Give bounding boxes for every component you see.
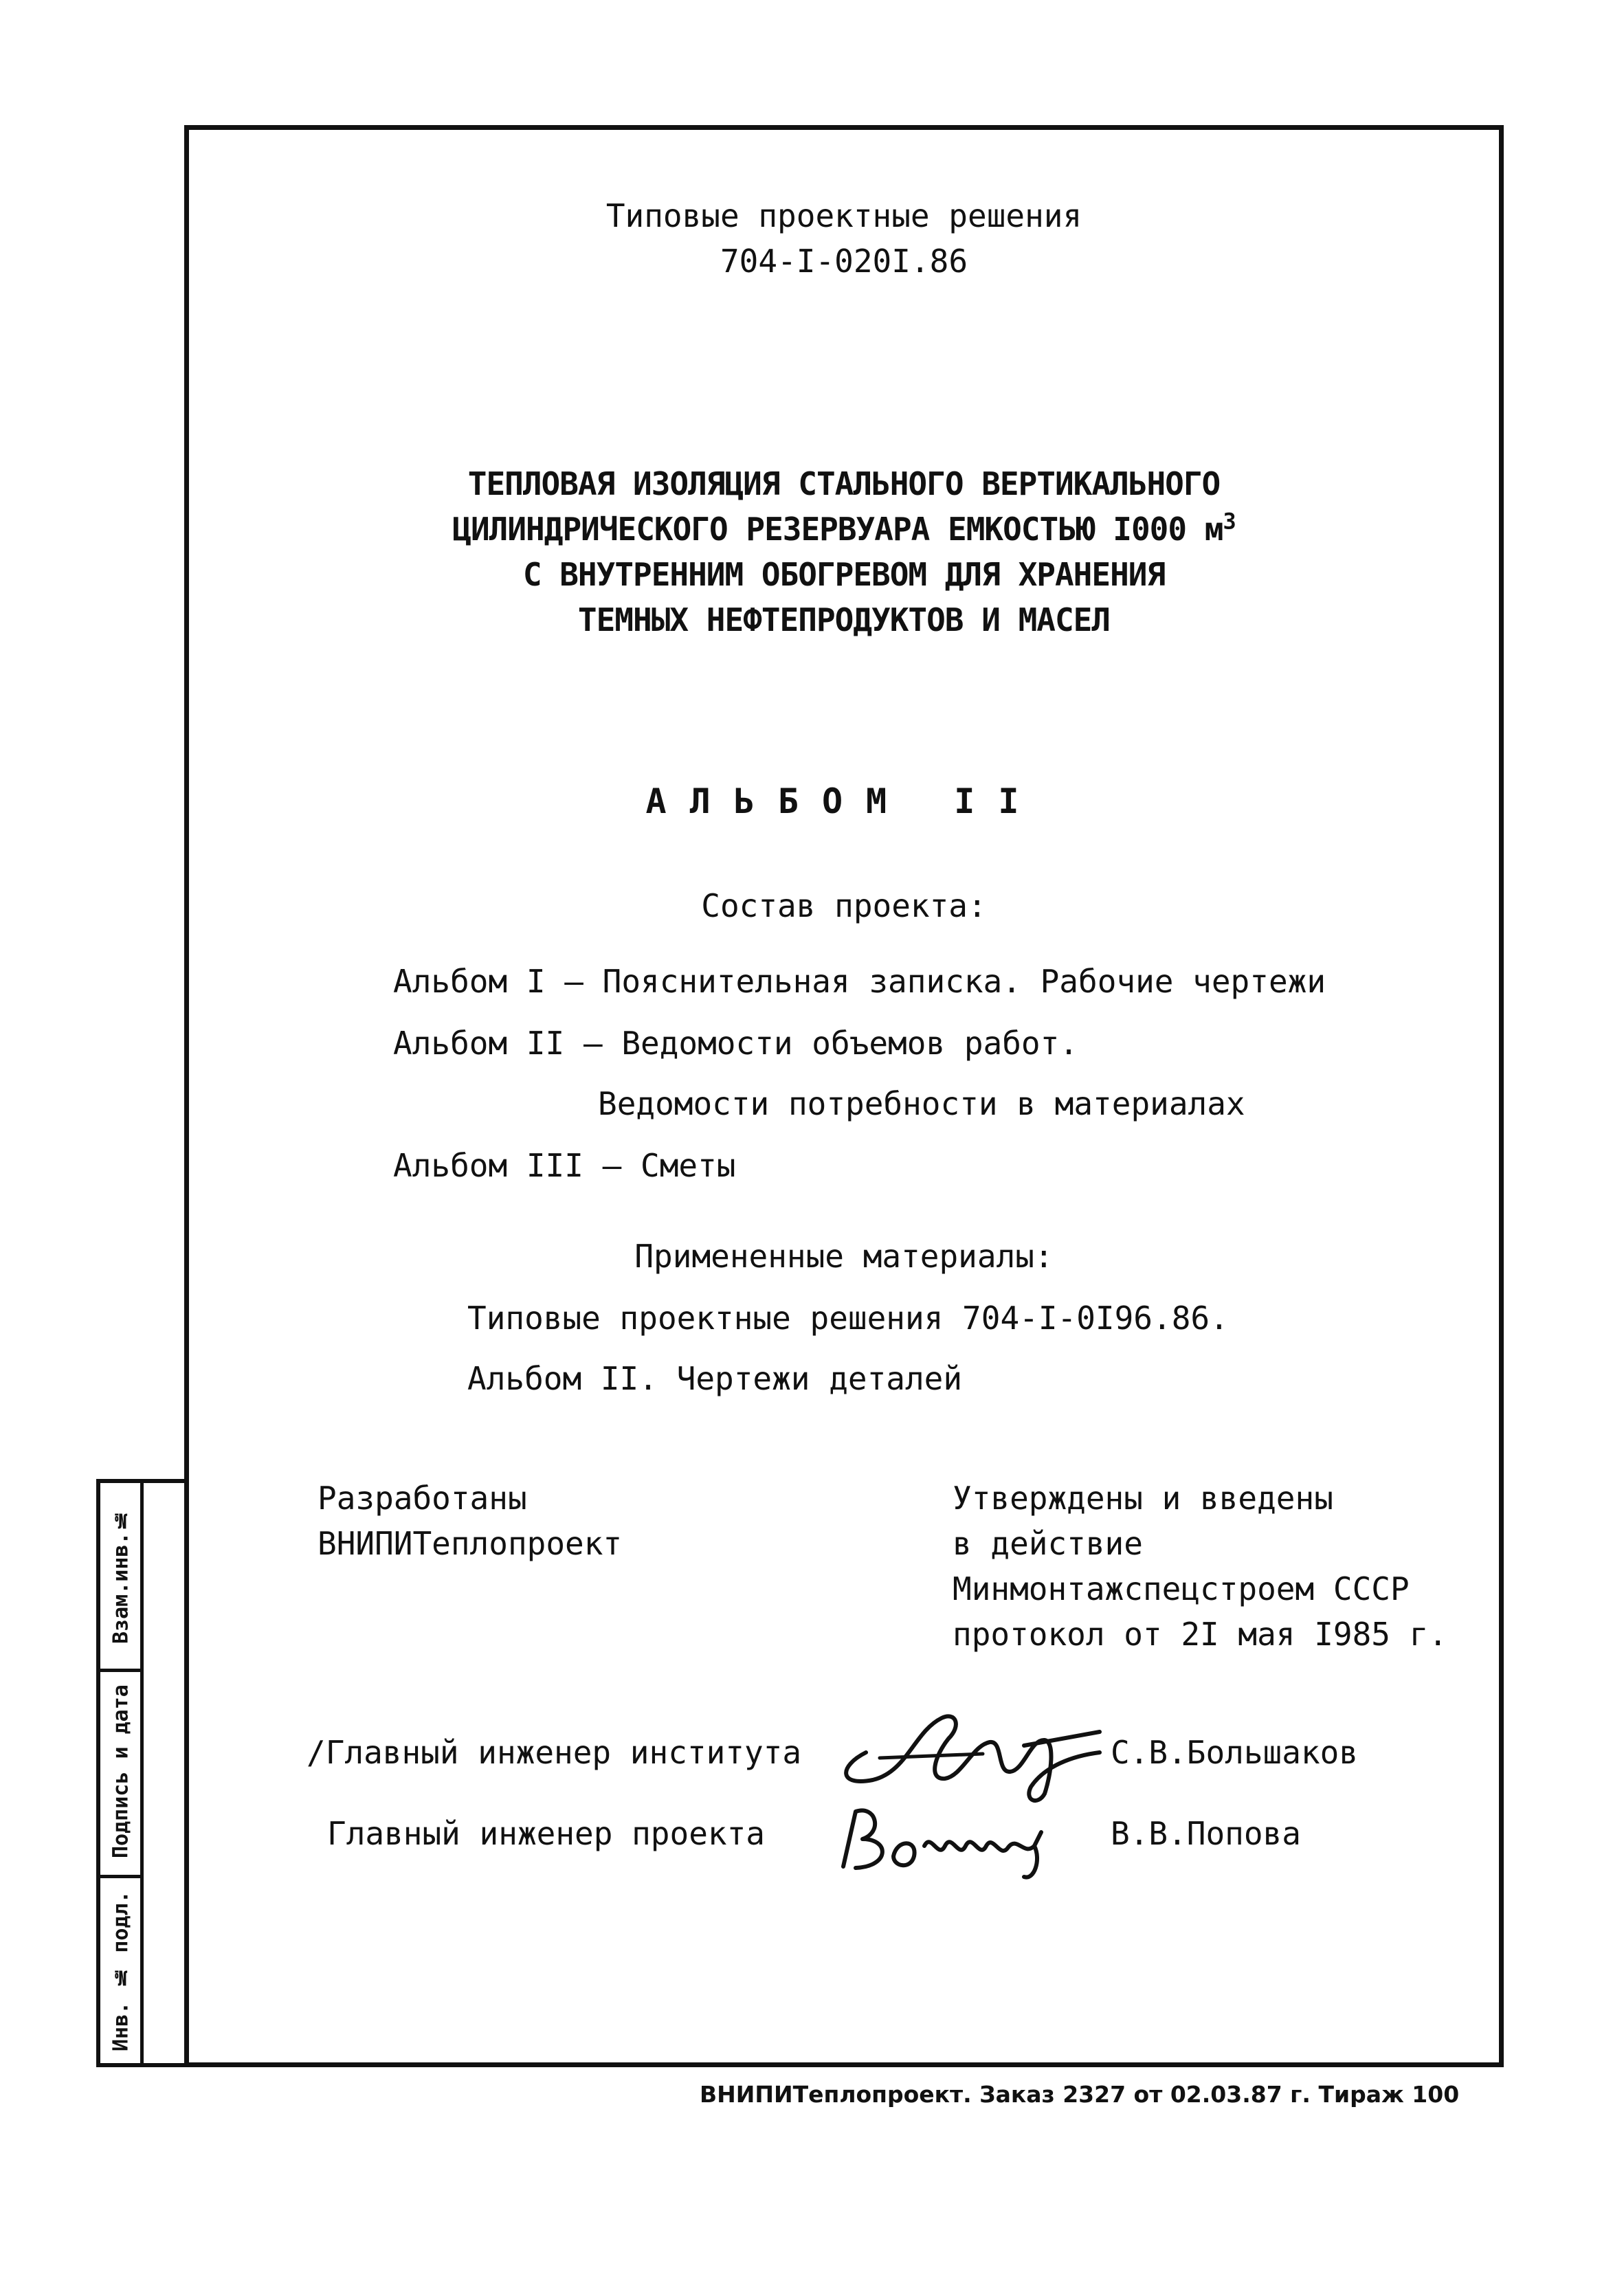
- signature-2-handwritten: [828, 1791, 1076, 1887]
- approved-line-3: Минмонтажспецстроем СССР: [953, 1570, 1410, 1607]
- applied-heading: Примененные материалы:: [634, 1238, 1054, 1275]
- composition-item-1: Альбом I – Пояснительная записка. Рабочие чертежи: [393, 963, 1326, 1000]
- applied-line-2: Альбом II. Чертежи деталей: [467, 1360, 963, 1397]
- applied-line-1: Типовые проектные решения 704-I-0I96.86.: [467, 1300, 1229, 1337]
- signature-name-1: С.В.Большаков: [1111, 1734, 1359, 1771]
- signature-role-2: Главный инженер проекта: [327, 1815, 765, 1852]
- side-stamp-label-2: Подпись и дата: [109, 1684, 133, 1859]
- composition-item-2: Альбом II – Ведомости объемов работ.: [393, 1025, 1078, 1062]
- developed-label: Разработаны: [318, 1480, 527, 1517]
- side-stamp-cell-3: [100, 1483, 142, 1672]
- title-line-4: ТЕМНЫХ НЕФТЕПРОДУКТОВ И МАСЕЛ: [577, 601, 1111, 638]
- series-title: Типовые проектные решения: [605, 197, 1082, 234]
- title-line-2-text: ЦИЛИНДРИЧЕСКОГО РЕЗЕРВУАРА ЕМКОСТЬЮ I000 м: [452, 511, 1223, 548]
- cubic-superscript: 3: [1223, 508, 1236, 535]
- print-footer: ВНИПИТеплопроект. Заказ 2327 от 02.03.87 г. Тираж 100: [700, 2081, 1460, 2108]
- composition-item-3: Альбом III – Сметы: [393, 1147, 736, 1184]
- signature-1-handwritten: [825, 1691, 1113, 1807]
- album-label: АЛЬБОМ II: [645, 781, 1043, 821]
- approved-line-1: Утверждены и введены: [953, 1480, 1333, 1517]
- title-line-2: [184, 510, 1504, 548]
- developed-org: ВНИПИТеплопроект: [318, 1525, 623, 1562]
- signature-name-2: В.В.Попова: [1111, 1815, 1301, 1852]
- approved-line-4: протокол от 2I мая I985 г.: [953, 1616, 1448, 1653]
- side-stamp-cell-2: [100, 1669, 142, 1878]
- signature-role-1: /Главный инженер института: [307, 1734, 802, 1771]
- side-stamp-label-1: Инв. № подл.: [109, 1891, 133, 2051]
- title-line-1: ТЕПЛОВАЯ ИЗОЛЯЦИЯ СТАЛЬНОГО ВЕРТИКАЛЬНОГО: [467, 465, 1221, 502]
- composition-heading: Состав проекта:: [701, 887, 987, 924]
- side-stamp-label-3: Взам.инв.№: [109, 1508, 133, 1644]
- composition-item-2-cont: Ведомости потребности в материалах: [598, 1085, 1245, 1122]
- document-code: 704-I-020I.86: [720, 243, 968, 280]
- title-line-3: С ВНУТРЕННИМ ОБОГРЕВОМ ДЛЯ ХРАНЕНИЯ: [522, 556, 1166, 593]
- approved-line-2: в действие: [953, 1525, 1143, 1562]
- side-stamp: [96, 1479, 184, 2067]
